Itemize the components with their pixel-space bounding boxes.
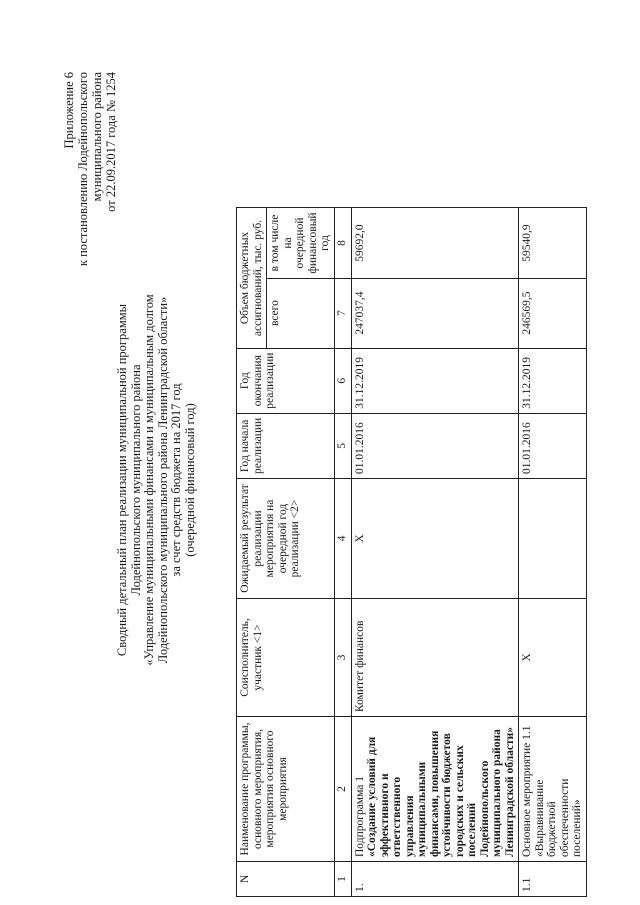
column-number: 8 — [334, 208, 351, 278]
row-name-bold: «Создание условий для эффективного и ответственного управления муниципальными финансами, повышения устойчивости бюджетов городских и сельских поселений Лодейнопольского муниципального района Ленинградской области» — [366, 726, 516, 857]
title-line-5: за счет средств бюджета на 2017 год — [169, 383, 183, 577]
row-end-date: 31.12.2019 — [351, 348, 519, 413]
title-line-2: Лодейнопольского муниципального района — [128, 364, 143, 596]
table-row-subprogram-1 — [351, 208, 519, 897]
appendix-district: муниципального района — [90, 72, 104, 202]
title-line-1: Сводный детальный план реализации муниципальной программы — [115, 303, 129, 657]
row-end-date: 31.12.2019 — [519, 348, 587, 413]
row-total: 247037,4 — [351, 278, 519, 348]
appendix-block — [62, 72, 118, 332]
header-result: Ожидаемый результат реализации мероприятия на очередной год реализации <2> — [237, 479, 335, 599]
title-line-6: (очередной финансовый год) — [182, 403, 197, 557]
row-result: Х — [351, 479, 519, 599]
header-budget: Объем бюджетных ассигнований, тыс. руб. — [237, 208, 267, 348]
row-total: 246569,5 — [519, 278, 587, 348]
column-number: 7 — [334, 278, 351, 348]
row-start-date: 01.01.2016 — [519, 413, 587, 478]
table-row-measure-1-1 — [519, 208, 587, 897]
row-start-date: 01.01.2016 — [351, 413, 519, 478]
column-number-row — [334, 208, 351, 897]
header-row-1 — [237, 208, 267, 897]
column-number: 3 — [334, 599, 351, 717]
row-next-year: 59692,0 — [351, 208, 519, 278]
title-line-4: Лодейнопольского муниципального района Ленинградской области» — [155, 296, 170, 664]
row-participant: Х — [519, 599, 587, 717]
title-line-3: «Управление муниципальными финансами и муниципальным долгом — [142, 294, 156, 666]
row-result — [519, 479, 587, 599]
row-next-year: 59540,9 — [519, 208, 587, 278]
column-number: 6 — [334, 348, 351, 413]
column-number: 4 — [334, 479, 351, 599]
header-name: Наименование программы, основного мероприятия, мероприятия основного мероприятия — [237, 717, 335, 862]
appendix-decree: к постановлению Лодейнопольского — [76, 72, 90, 267]
header-end-year: Год окончания реализации — [237, 348, 335, 413]
row-number: 1.1 — [519, 862, 587, 897]
document-title — [116, 270, 197, 690]
row-name: Основное мероприятие 1.1 «Выравнивание бюджетной обеспеченности поселений» — [519, 717, 587, 862]
row-name-prefix: Подпрограмма 1 — [353, 775, 366, 857]
header-participant: Соисполнитель, участник <1> — [237, 599, 335, 717]
header-start-year: Год начала реализации — [237, 413, 335, 478]
column-number: 2 — [334, 717, 351, 862]
header-budget-next-year: в том числе на очередной финансовый год — [267, 208, 335, 278]
appendix-date: от 22.09.2017 года № 1254 — [104, 72, 118, 212]
column-number: 5 — [334, 413, 351, 478]
plan-table — [236, 207, 587, 897]
row-participant: Комитет финансов — [351, 599, 519, 717]
row-name — [351, 717, 519, 862]
header-n: N — [237, 862, 335, 897]
column-number: 1 — [334, 862, 351, 897]
row-number: 1. — [351, 862, 519, 897]
appendix-number: Приложение 6 — [62, 72, 76, 149]
header-budget-total: всего — [267, 278, 335, 348]
